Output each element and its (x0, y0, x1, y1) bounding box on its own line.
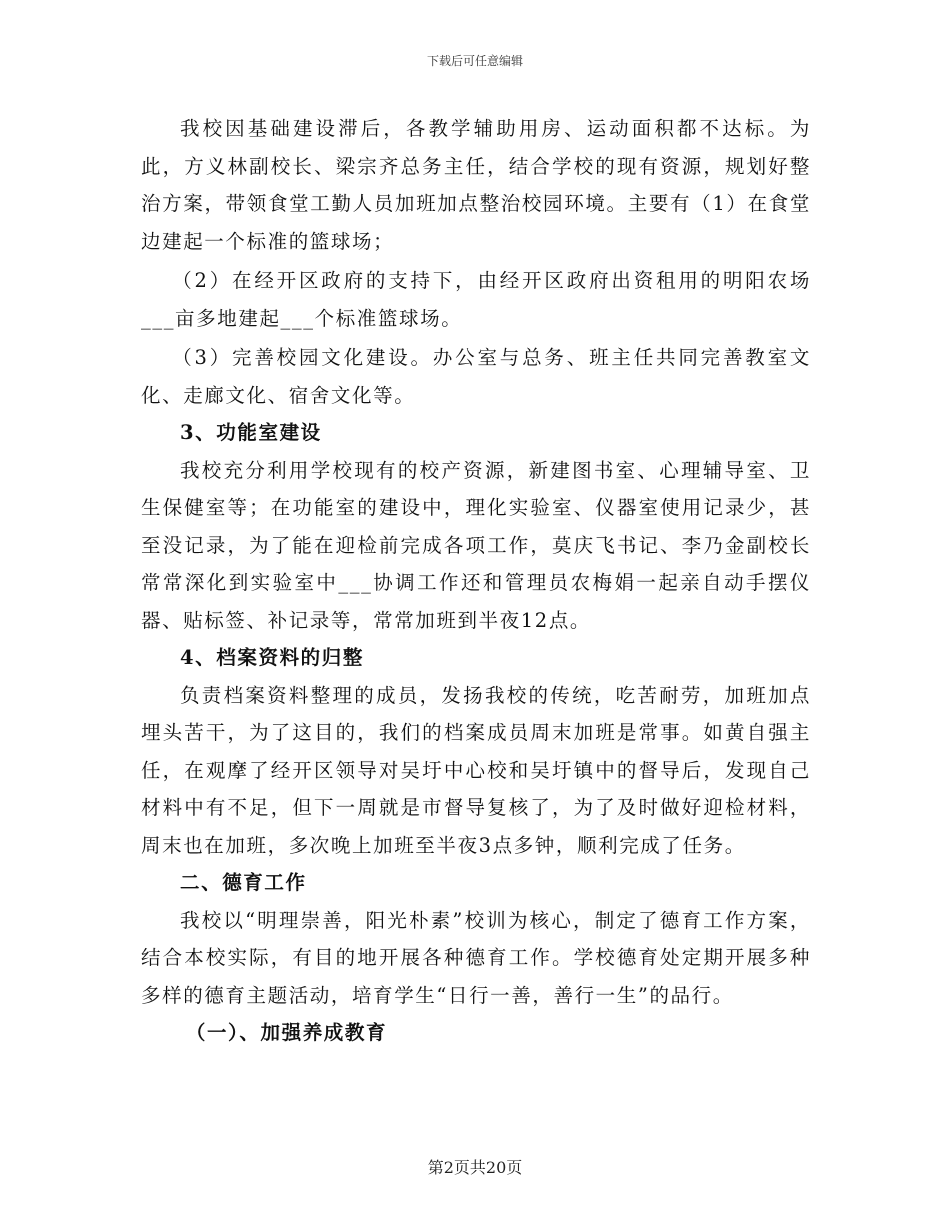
paragraph-moral-education: 我校以“明理崇善，阳光朴素”校训为核心，制定了德育工作方案，结合本校实际，有目的地开展各种德育工作。学校德育处定期开展多种多样的德育主题活动，培育学生“日行一善，善行一生”的品行。 (141, 908, 811, 1007)
paragraph-campus-culture: （3）完善校园文化建设。办公室与总务、班主任共同完善教室文化、走廊文化、宿舍文化等。 (141, 346, 811, 407)
paragraph-infrastructure: 我校因基础建设滞后，各教学辅助用房、运动面积都不达标。为此，方义林副校长、梁宗齐总务主任，结合学校的现有资源，规划好整治方案，带领食堂工勤人员加班加点整治校园环境。主要有（1）在食堂边建起一个标准的篮球场； (141, 117, 811, 253)
section-heading-moral-education: 二、德育工作 (180, 871, 307, 894)
section-heading-function-rooms: 3、功能室建设 (180, 421, 322, 444)
section-heading-habit-education: （一）、加强养成教育 (185, 1021, 388, 1044)
section-heading-archives: 4、档案资料的归整 (180, 646, 364, 669)
paragraph-function-rooms: 我校充分利用学校现有的校产资源，新建图书室、心理辅导室、卫生保健室等；在功能室的建设中，理化实验室、仪器室使用记录少，甚至没记录，为了能在迎检前完成各项工作，莫庆飞书记、李乃金副校长常常深化到实验室中___协调工作还和管理员农梅娟一起亲自动手摆仪器、贴标签、补记录等，常常加班到半夜12点。 (141, 458, 811, 632)
page-header: 下载后可任意编辑 (426, 54, 523, 68)
paragraph-basketball-court: （2）在经开区政府的支持下，由经开区政府出资租用的明阳农场___亩多地建起___个标准篮球场。 (141, 269, 811, 330)
document-body (141, 110, 811, 1052)
page-footer: 第2页共20页 (427, 1158, 523, 1177)
paragraph-archives: 负责档案资料整理的成员，发扬我校的传统，吃苦耐劳，加班加点埋头苦干，为了这目的，我们的档案成员周末加班是常事。如黄自强主任，在观摩了经开区领导对吴圩中心校和吴圩镇中的督导后，发现自己材料中有不足，但下一周就是市督导复核了，为了及时做好迎检材料，周末也在加班，多次晚上加班至半夜3点多钟，顺利完成了任务。 (141, 683, 811, 857)
